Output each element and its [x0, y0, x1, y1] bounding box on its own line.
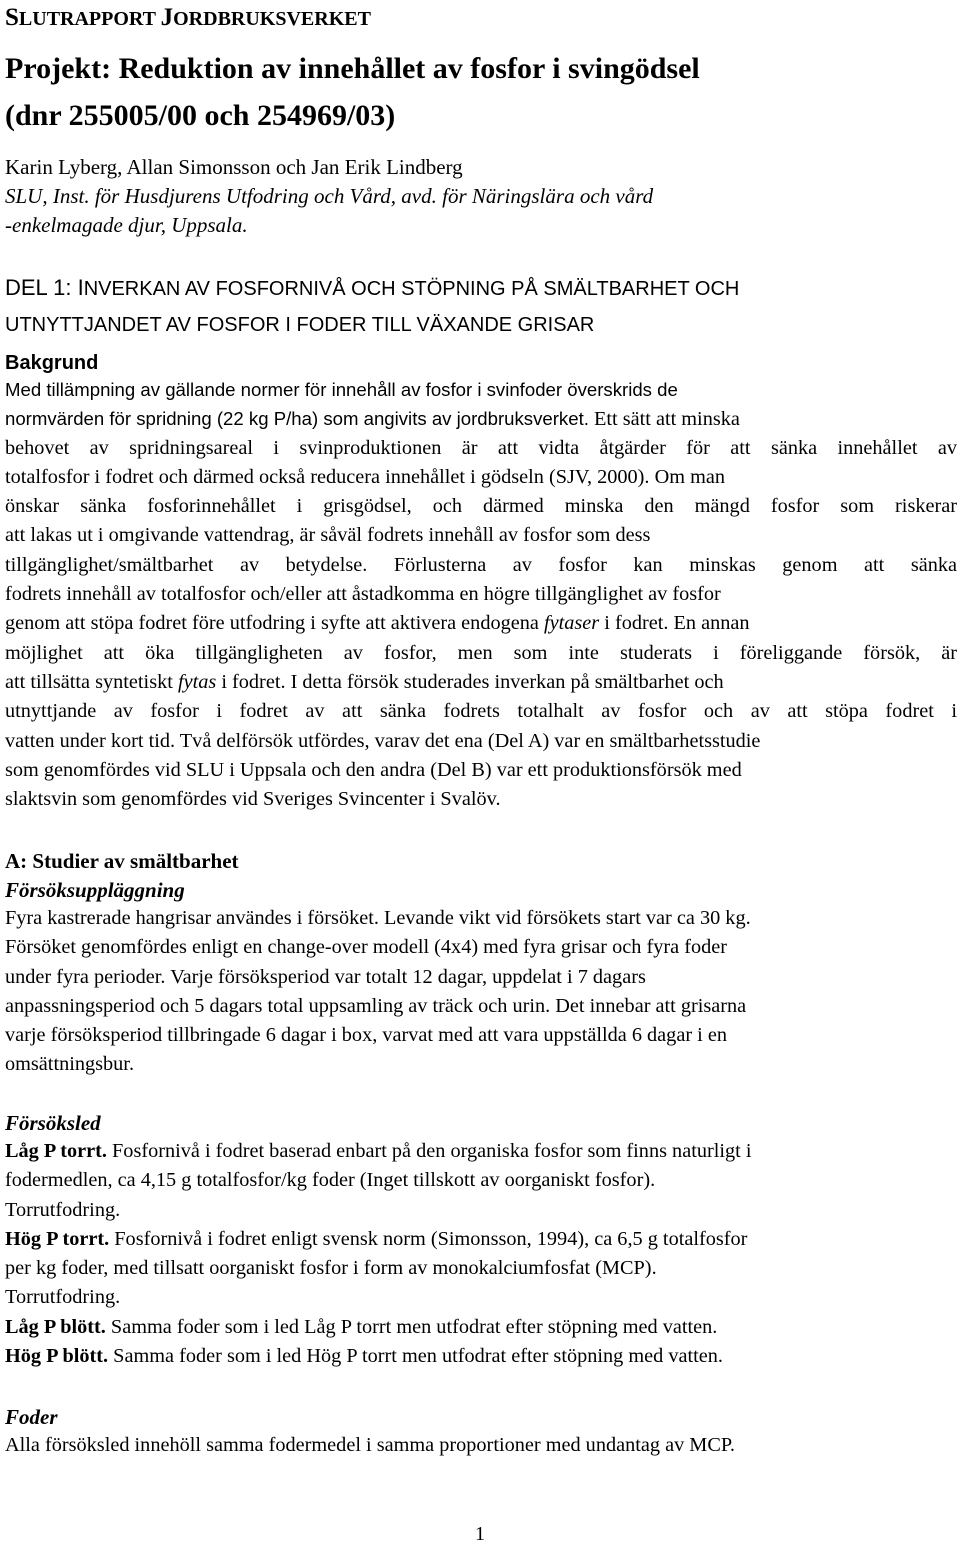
treatment-high-wet-line — [5, 1342, 957, 1371]
part-1-initial: I — [77, 275, 84, 300]
background-line-2 — [5, 404, 957, 433]
feed-paragraph — [5, 1431, 957, 1460]
treatment-low-wet-text: Samma foder som i led Låg P torrt men utfodrat efter stöpning med vatten. — [105, 1315, 718, 1338]
background-line-13: vatten under kort tid. Två delförsök utfördes, varav det ena (Del A) var en smältbarhetsstudie — [5, 729, 761, 752]
feed-heading: Foder — [5, 1405, 58, 1429]
section-a-line-4: anpassningsperiod och 5 dagars total uppsamling av träck och urin. Det innebar att grisarna — [5, 994, 747, 1017]
part-1-title-line-1: NVERKAN AV FOSFORNIVÅ OCH STÖPNING PÅ SMÄLTBARHET OCH — [83, 278, 740, 300]
project-dnr: (dnr 255005/00 och 254969/03) — [5, 99, 396, 132]
background-line-4 — [5, 463, 957, 492]
background-term-fytas: fytas — [177, 670, 217, 693]
background-line-11 — [5, 668, 957, 697]
author-block — [5, 153, 653, 240]
treatments-list — [5, 1137, 957, 1371]
background-line-12: utnyttjande av fosfor i fodret av att sänka fodrets totalhalt av fosfor och av att stöpa fodret i — [5, 700, 957, 723]
part-1-heading — [5, 270, 955, 343]
part-1-heading-line-2: UTNYTTJANDET AV FOSFOR I FODER TILL VÄXANDE GRISAR — [5, 314, 595, 336]
report-label — [5, 3, 371, 34]
section-a-line-6: omsättningsbur. — [5, 1053, 135, 1076]
background-line-8: fodrets innehåll av totalfosfor och/eller att åstadkomma en högre tillgänglighet av fosfor — [5, 583, 721, 606]
background-line-3: behovet av spridningsareal i svinproduktionen är att vidta åtgärder för att sänka innehållet av — [5, 436, 957, 459]
section-a-line-1: Fyra kastrerade hangrisar användes i försöket. Levande vikt vid försökets start var ca 30 kg. — [5, 907, 751, 929]
feed-line-1: Alla försöksled innehöll samma fodermedel i samma proportioner med undantag av MCP. — [5, 1434, 735, 1456]
background-line-4a: totalfosfor i fodret och därmed också reducera innehållet i gödseln (SJV, 2000). — [5, 465, 650, 488]
background-line-6: att lakas ut i omgivande vattendrag, är såväl fodrets innehåll av fosfor som dess — [5, 524, 651, 547]
background-line-4b: Om man — [649, 465, 725, 488]
section-a-line-2: Försöket genomfördes enligt en change-over modell (4x4) med fyra grisar och fyra foder — [5, 936, 727, 959]
section-a-line-5: varje försöksperiod tillbringade 6 dagar i box, varvat med att vara uppställda 6 dagar i en — [5, 1024, 727, 1047]
report-label-part1: LUTRAPPORT — [18, 8, 161, 30]
background-line-9a: genom att stöpa fodret före utfodring i syfte att aktivera endogena — [5, 612, 544, 635]
treatments-heading: Försöksled — [5, 1111, 101, 1135]
section-a-subheading: Försöksuppläggning — [5, 878, 185, 902]
part-1-prefix: DEL 1: — [5, 275, 78, 300]
treatment-low-dry-line-3: Torrutfodring. — [5, 1198, 121, 1221]
authors: Karin Lyberg, Allan Simonsson och Jan Erik Lindberg — [5, 155, 463, 179]
treatment-high-dry-line-3: Torrutfodring. — [5, 1286, 121, 1309]
background-line-15: slaktsvin som genomfördes vid Sveriges Svincenter i Svalöv. — [5, 788, 501, 811]
treatment-high-dry-line-1 — [5, 1225, 957, 1254]
background-term-fytaser: fytaser — [543, 612, 600, 635]
affiliation-line-1: SLU, Inst. för Husdjurens Utfodring och Vård, avd. för Näringslära och vård — [5, 184, 654, 208]
part-1-heading-line-1 — [5, 270, 955, 307]
affiliation-line-2: -enkelmagade djur, Uppsala. — [5, 213, 248, 237]
section-a-line-3: under fyra perioder. Varje försöksperiod var totalt 12 dagar, uppdelat i 7 dagars — [5, 965, 646, 988]
report-label-initial-s: S — [5, 4, 19, 31]
section-a-paragraph — [5, 904, 957, 1080]
page-number: 1 — [475, 1523, 485, 1545]
background-line-1: Med tillämpning av gällande normer för innehåll av fosfor i svinfoder överskrids de — [5, 379, 678, 400]
treatment-low-dry-label: Låg P torrt. — [5, 1140, 107, 1162]
background-line-10: möjlighet att öka tillgängligheten av fosfor, men som inte studerats i föreliggande försök, är — [5, 641, 957, 664]
background-line-9b: i fodret. En annan — [599, 612, 750, 635]
treatment-high-wet-text: Samma foder som i led Hög P torrt men utfodrat efter stöpning med vatten. — [108, 1345, 723, 1368]
section-a-heading: A: Studier av smältbarhet — [5, 849, 239, 873]
background-line-14: som genomfördes vid SLU i Uppsala och den andra (Del B) var ett produktionsförsök med — [5, 758, 742, 781]
background-paragraph — [5, 375, 957, 814]
treatment-low-dry-text-1: Fosfornivå i fodret baserad enbart på den organiska fosfor som finns naturligt i — [106, 1140, 752, 1162]
treatment-low-wet-label: Låg P blött. — [5, 1315, 106, 1338]
treatment-high-dry-line-2: per kg foder, med tillsatt oorganiskt fosfor i form av monokalciumfosfat (MCP). — [5, 1257, 657, 1280]
background-line-5: önskar sänka fosforinnehållet i grisgödsel, och därmed minska den mängd fosfor som riskerar — [5, 495, 957, 518]
treatment-low-dry-line-2: fodermedlen, ca 4,15 g totalfosfor/kg foder (Inget tillskott av oorganiskt fosfor). — [5, 1169, 656, 1192]
treatment-low-wet-line — [5, 1313, 957, 1342]
background-line-11b: i fodret. I detta försök studerades inverkan på smältbarhet och — [216, 670, 724, 693]
project-title: Projekt: Reduktion av innehållet av fosfor i svingödsel — [5, 52, 700, 85]
treatment-low-dry-line-1 — [5, 1137, 957, 1166]
treatment-high-dry-label: Hög P torrt. — [5, 1227, 110, 1250]
background-line-9 — [5, 609, 957, 638]
background-heading: Bakgrund — [5, 352, 99, 374]
background-line-2b: Ett sätt att minska — [588, 408, 740, 431]
background-line-11a: att tillsätta syntetiskt — [5, 670, 178, 693]
report-label-part2: ORDBRUKSVERKET — [173, 8, 371, 30]
background-line-7: tillgänglighet/smältbarhet av betydelse. Förlusterna av fosfor kan minskas genom att sänka — [5, 553, 957, 576]
treatment-high-dry-text-1: Fosfornivå i fodret enligt svensk norm (Simonsson, 1994), ca 6,5 g totalfosfor — [109, 1227, 748, 1250]
treatment-high-wet-label: Hög P blött. — [5, 1345, 109, 1368]
background-line-2a: normvärden för spridning (22 kg P/ha) som angivits av jordbruksverket. — [5, 408, 589, 430]
report-label-initial-j: J — [160, 4, 174, 31]
